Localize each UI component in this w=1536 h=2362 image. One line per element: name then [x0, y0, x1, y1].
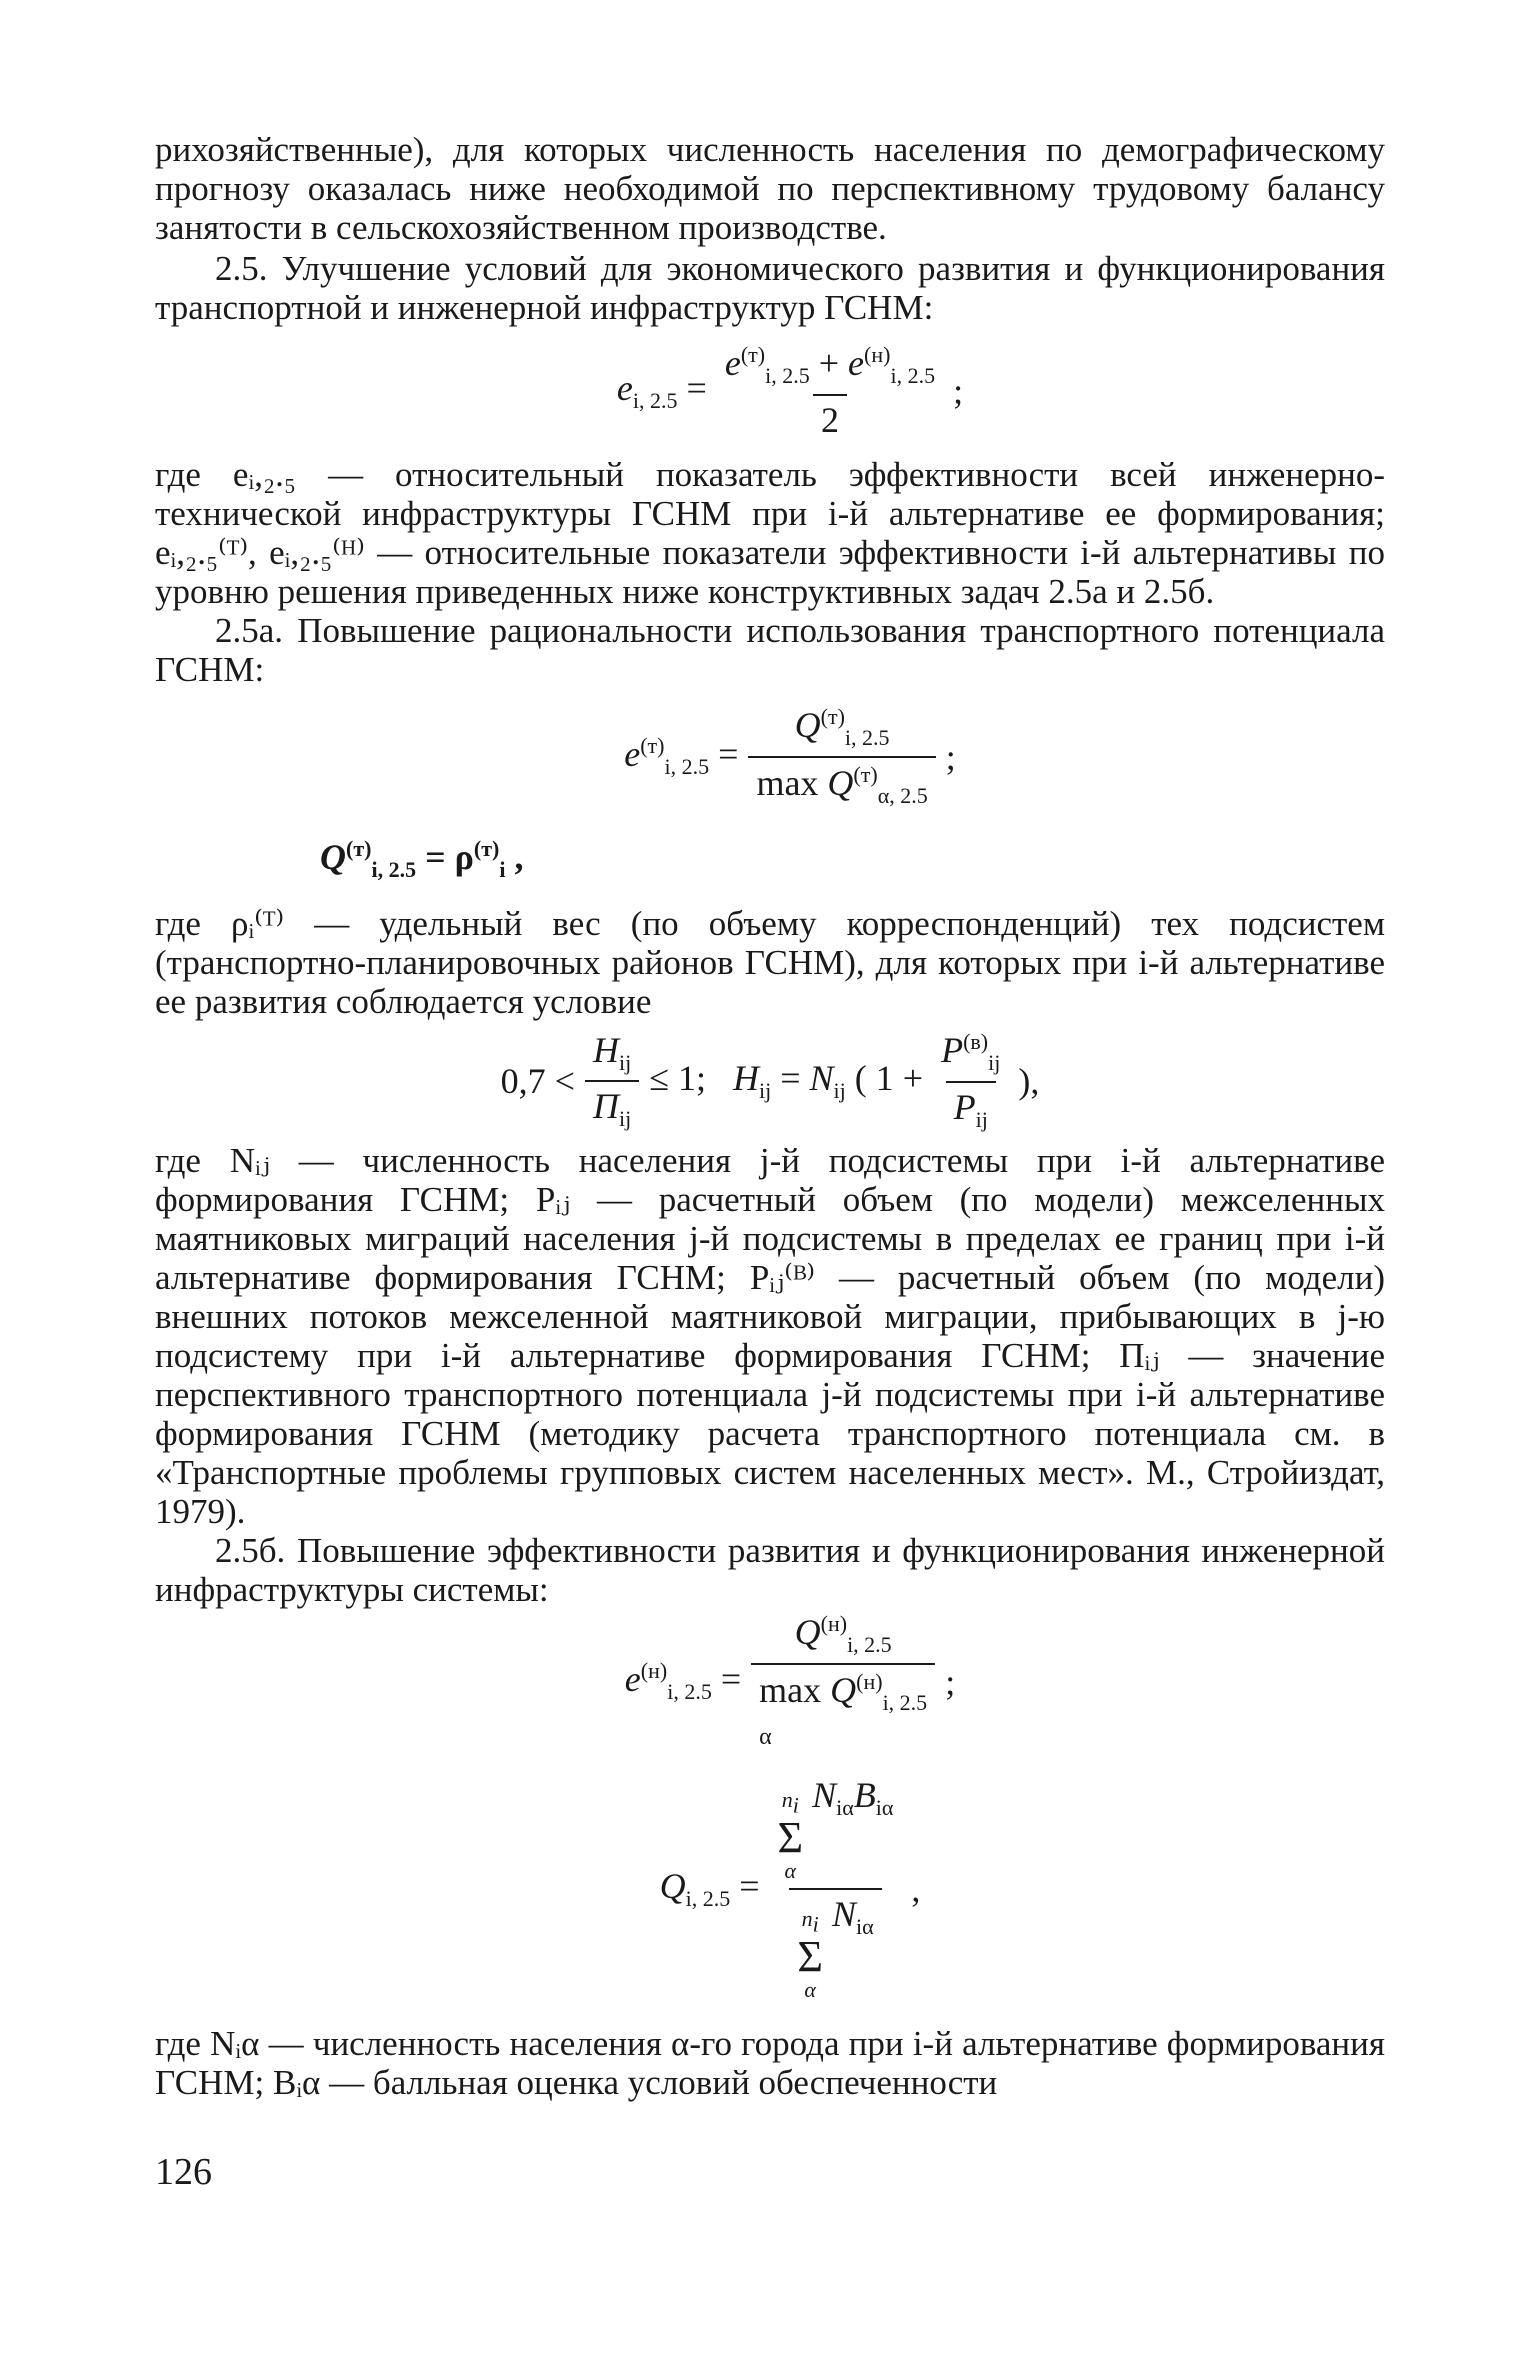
formula-q-t: $Q^{(т)}_{i, 2.5} = \rho^{(т)}_i$ ,: [320, 836, 524, 883]
paragraph-where-rho: где ρᵢ⁽ᵀ⁾ — удельный вес (по объему корреспонденций) тех подсистем (транспортно-планировочных районов ГСНМ), для которых при i-й альтернативе ее развития соблюдается условие: [155, 904, 1385, 1021]
formula-e-2-5: $e_{i, 2.5}$ = $\frac{e^{(т)}_{i, 2.5} + e^{(н)}_{i, 2.5}}{2}$ ;: [616, 342, 964, 440]
document-page: [155, 130, 1385, 2102]
formula-e-t: $e^{(т)}_{i, 2.5}$ = $\frac{Q^{(т)}_{i, 2.5}}{\max Q^{(т)}_{\alpha, 2.5}}$ ;: [624, 704, 956, 808]
formula-q-ratio: $Q_{i, 2.5}$ = $n_i$ Σ α $N_{i\alpha}B_{i\alpha}$ $n_i$ Σ α $N_{i\alpha}$ ,: [659, 1774, 921, 2003]
paragraph-continuation: рихозяйственные), для которых численность населения по демографическому прогнозу оказалась ниже необходимой по перспективному трудовому балансу занятости в сельскохозяйственном производстве.: [155, 130, 1385, 247]
paragraph-2-5b: 2.5б. Повышение эффективности развития и функционирования инженерной инфраструктуры системы:: [155, 1531, 1385, 1609]
paragraph-where-e: где eᵢ,₂.₅ — относительный показатель эффективности всей инженерно-технической инфраструктуры ГСНМ при i-й альтернативе ее формирования; eᵢ,₂.₅⁽ᵀ⁾, eᵢ,₂.₅⁽ᴴ⁾ — относительные показатели эффективности i-й альтернативы по уровню решения приведенных ниже конструктивных задач 2.5а и 2.5б.: [155, 455, 1385, 611]
page-number: 126: [155, 2151, 212, 2193]
formula-e-n: $e^{(н)}_{i, 2.5}$ = $Q^{(н)}_{i, 2.5}$ $\max Q^{(н)}_{i, 2.5}$ α ;: [624, 1611, 956, 1750]
formula-condition: 0,7 < $\frac{H_{ij}}{П_{ij}}$ ≤ 1; $H_{ij} = N_{ij}$ ( 1 + $\frac{P^{(в)}_{ij}}{P_{ij}}$ ),: [500, 1029, 1040, 1132]
paragraph-2-5a: 2.5а. Повышение рациональности использования транспортного потенциала ГСНМ:: [155, 611, 1385, 689]
paragraph-2-5: 2.5. Улучшение условий для экономического развития и функционирования транспортной и инженерной инфраструктур ГСНМ:: [155, 249, 1385, 327]
paragraph-where-n-alpha: где Nᵢα — численность населения α-го города при i-й альтернативе формирования ГСНМ; Bᵢα — балльная оценка условий обеспеченности: [155, 2024, 1385, 2102]
paragraph-where-n: где Nᵢⱼ — численность населения j-й подсистемы при i-й альтернативе формирования ГСНМ; Pᵢⱼ — расчетный объем (по модели) межселенных маятниковых миграций населения j-й подсистемы в пределах ее границ при i-й альтернативе формирования ГСНМ; Pᵢⱼ⁽ᴮ⁾ — расчетный объем (по модели) внешних потоков межселенной маятниковой миграции, прибывающих в j-ю подсистему при i-й альтернативе формирования ГСНМ; Пᵢⱼ — значение перспективного транспортного потенциала j-й подсистемы при i-й альтернативе формирования ГСНМ (методику расчета транспортного потенциала см. в «Транспортные проблемы групповых систем населенных мест». М., Стройиздат, 1979).: [155, 1141, 1385, 1531]
